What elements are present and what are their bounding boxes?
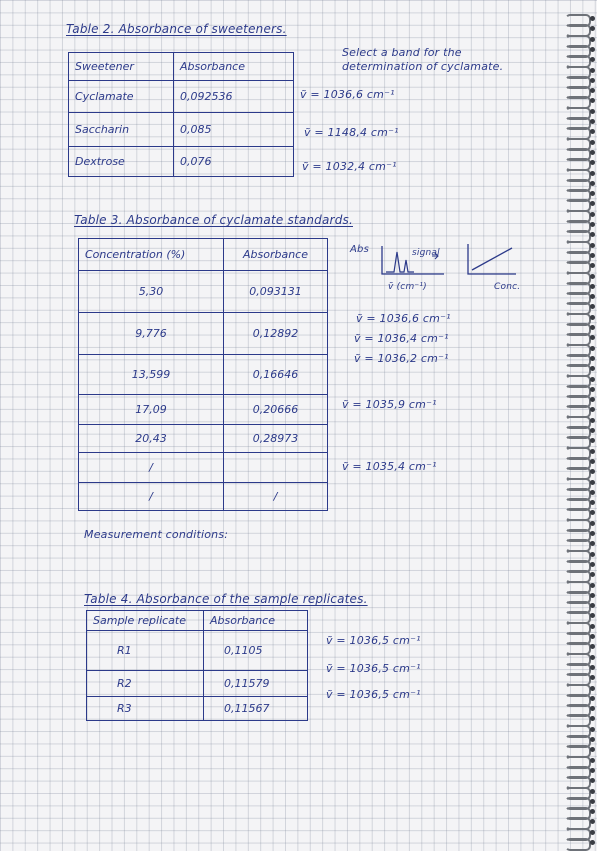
binding-hole <box>590 819 595 824</box>
binding-hole <box>590 304 595 309</box>
table4-cell: 0,1105 <box>204 631 308 671</box>
sketch-x-label: ṽ (cm⁻¹) <box>388 282 427 292</box>
binding-hole <box>590 665 595 670</box>
binding-hole <box>590 119 595 124</box>
binding-hole <box>590 768 595 773</box>
table3-cell: / <box>79 453 224 483</box>
binding-hole <box>590 294 595 299</box>
table3-cell: / <box>224 483 328 511</box>
binding-hole <box>590 830 595 835</box>
binding-hole <box>590 274 595 279</box>
binding-hole <box>590 356 595 361</box>
table4-wavenumber: ṽ = 1036,5 cm⁻¹ <box>326 662 421 675</box>
binding-hole <box>590 335 595 340</box>
binding-hole <box>590 747 595 752</box>
table3-wavenumber: ṽ = 1035,9 cm⁻¹ <box>342 398 437 411</box>
binding-hole <box>590 500 595 505</box>
table3-cell: 13,599 <box>79 355 224 395</box>
binding-hole <box>590 634 595 639</box>
table3-wavenumber: ṽ = 1036,2 cm⁻¹ <box>354 352 449 365</box>
binding-hole <box>590 593 595 598</box>
binding-hole <box>590 510 595 515</box>
binding-hole <box>590 57 595 62</box>
table3-wavenumber: ṽ = 1036,6 cm⁻¹ <box>356 312 451 325</box>
sketch-signal-label: signal <box>412 248 440 258</box>
table3-cell: 0,20666 <box>224 395 328 425</box>
sketch-abs-label: Abs <box>350 244 369 255</box>
binding-hole <box>590 840 595 845</box>
table2-cell: Saccharin <box>69 113 174 147</box>
binding-hole <box>590 449 595 454</box>
binding-hole <box>590 201 595 206</box>
binding-hole <box>590 377 595 382</box>
binding-hole <box>590 789 595 794</box>
measurement-conditions: Measurement conditions: <box>84 528 229 541</box>
binding-hole <box>590 129 595 134</box>
table3-cell: 5,30 <box>79 271 224 313</box>
binding-hole <box>590 552 595 557</box>
binding-hole <box>590 253 595 258</box>
binding-hole <box>590 655 595 660</box>
table2-cell: 0,076 <box>174 147 294 177</box>
binding-hole <box>590 212 595 217</box>
binding-hole <box>590 418 595 423</box>
binding-hole <box>590 758 595 763</box>
binding-hole <box>590 480 595 485</box>
binding-hole <box>590 469 595 474</box>
binding-hole <box>590 490 595 495</box>
table2-cell: 0,092536 <box>174 81 294 113</box>
table3-header-absorbance: Absorbance <box>224 239 328 271</box>
table2-wavenumber: ṽ = 1032,4 cm⁻¹ <box>302 160 397 173</box>
table2-title: Table 2. Absorbance of sweeteners. <box>66 22 287 36</box>
binding-hole <box>590 232 595 237</box>
binding-hole <box>590 325 595 330</box>
table2-header-sweetener: Sweetener <box>69 53 174 81</box>
table2-cell: Cyclamate <box>69 81 174 113</box>
binding-hole <box>590 799 595 804</box>
binding-hole <box>590 16 595 21</box>
binding-hole <box>590 686 595 691</box>
table4-wavenumber: ṽ = 1036,5 cm⁻¹ <box>326 688 421 701</box>
table4-title: Table 4. Absorbance of the sample replicates. <box>84 592 368 606</box>
binding-hole <box>590 263 595 268</box>
table3-cell: 0,093131 <box>224 271 328 313</box>
binding-hole <box>590 809 595 814</box>
binding-hole <box>590 387 595 392</box>
binding-hole <box>590 366 595 371</box>
binding-hole <box>590 68 595 73</box>
binding-hole <box>590 562 595 567</box>
binding-hole <box>590 706 595 711</box>
binding-hole <box>590 191 595 196</box>
table3-cell: 0,16646 <box>224 355 328 395</box>
select-note-line2: determination of cyclamate. <box>342 60 504 73</box>
table3-header-concentration: Concentration (%) <box>79 239 224 271</box>
table2-wavenumber: ṽ = 1036,6 cm⁻¹ <box>300 88 395 101</box>
table2-cell: 0,085 <box>174 113 294 147</box>
table4-wavenumber: ṽ = 1036,5 cm⁻¹ <box>326 634 421 647</box>
table4-cell: R1 <box>87 631 204 671</box>
select-note-line1: Select a band for the <box>342 46 462 59</box>
table4-cell: R3 <box>87 697 204 721</box>
binding-hole <box>590 428 595 433</box>
binding-hole <box>590 171 595 176</box>
table3-wavenumber: ṽ = 1036,4 cm⁻¹ <box>354 332 449 345</box>
table2-header-absorbance: Absorbance <box>174 53 294 81</box>
table4 <box>86 610 308 721</box>
table4-header-absorbance: Absorbance <box>204 611 308 631</box>
sketch-conc-label: Conc. <box>494 282 521 292</box>
binding-hole <box>590 737 595 742</box>
binding-hole <box>590 572 595 577</box>
table3-cell: / <box>79 483 224 511</box>
table3-wavenumber: ṽ = 1035,4 cm⁻¹ <box>342 460 437 473</box>
binding-hole <box>590 47 595 52</box>
table4-header-replicate: Sample replicate <box>87 611 204 631</box>
table3-cell: 0,12892 <box>224 313 328 355</box>
binding-hole <box>590 407 595 412</box>
binding-hole <box>590 624 595 629</box>
spiral-ring <box>565 838 591 851</box>
table2-wavenumber: ṽ = 1148,4 cm⁻¹ <box>304 126 399 139</box>
binding-hole <box>590 521 595 526</box>
binding-hole <box>590 37 595 42</box>
table3-cell: 9,776 <box>79 313 224 355</box>
binding-hole <box>590 531 595 536</box>
binding-hole <box>590 222 595 227</box>
binding-hole <box>590 88 595 93</box>
binding-hole <box>590 696 595 701</box>
binding-hole <box>590 583 595 588</box>
table3-title: Table 3. Absorbance of cyclamate standards. <box>74 213 353 227</box>
table3 <box>78 238 328 511</box>
table3-cell: 0,28973 <box>224 425 328 453</box>
binding-hole <box>590 181 595 186</box>
table3-cell: 20,43 <box>79 425 224 453</box>
binding-hole <box>590 243 595 248</box>
binding-hole <box>590 778 595 783</box>
binding-hole <box>590 541 595 546</box>
binding-hole <box>590 109 595 114</box>
binding-hole <box>590 315 595 320</box>
binding-hole <box>590 716 595 721</box>
table2 <box>68 52 294 177</box>
binding-hole <box>590 675 595 680</box>
spiral-binding <box>563 0 597 848</box>
binding-hole <box>590 160 595 165</box>
binding-hole <box>590 613 595 618</box>
binding-hole <box>590 346 595 351</box>
table4-cell: 0,11567 <box>204 697 308 721</box>
binding-hole <box>590 26 595 31</box>
binding-hole <box>590 397 595 402</box>
table3-cell: 17,09 <box>79 395 224 425</box>
table4-cell: R2 <box>87 671 204 697</box>
binding-hole <box>590 603 595 608</box>
table3-cell <box>224 453 328 483</box>
binding-hole <box>590 644 595 649</box>
binding-hole <box>590 78 595 83</box>
binding-hole <box>590 140 595 145</box>
binding-hole <box>590 150 595 155</box>
binding-hole <box>590 438 595 443</box>
binding-hole <box>590 98 595 103</box>
binding-hole <box>590 727 595 732</box>
table4-cell: 0,11579 <box>204 671 308 697</box>
table2-cell: Dextrose <box>69 147 174 177</box>
binding-hole <box>590 284 595 289</box>
binding-hole <box>590 459 595 464</box>
